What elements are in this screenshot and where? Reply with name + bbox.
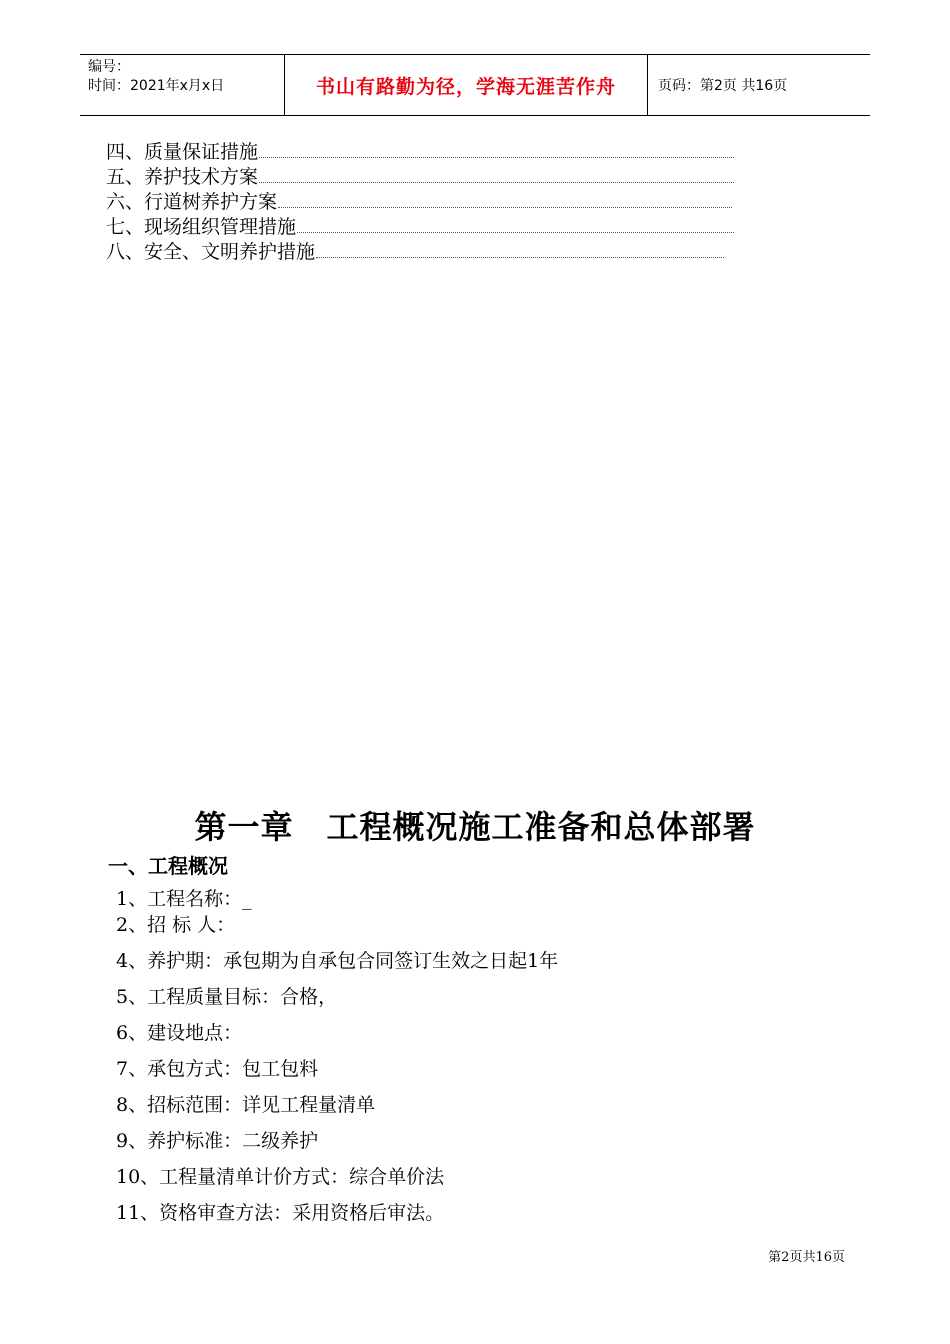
- list-item: 11、资格审查方法：采用资格后审法。: [116, 1202, 445, 1224]
- toc-entry-label: 七、现场组织管理措施: [106, 216, 297, 238]
- page-header: [80, 54, 870, 116]
- toc-leader-dots: [259, 182, 734, 183]
- table-of-contents: [106, 140, 736, 265]
- toc-entry-label: 五、养护技术方案: [106, 166, 259, 188]
- toc-entry-label: 六、行道树养护方案: [106, 191, 278, 213]
- list-item: 2、招 标 人：: [116, 914, 236, 936]
- toc-leader-dots: [259, 157, 734, 158]
- toc-leader-dots: [297, 232, 734, 233]
- list-item: 1、工程名称：_: [116, 888, 252, 910]
- toc-leader-dots: [316, 257, 724, 258]
- toc-entry[interactable]: [106, 240, 724, 265]
- section-title: 一、工程概况: [108, 854, 228, 878]
- list-item: 9、养护标准：二级养护: [116, 1130, 319, 1152]
- toc-entry-label: 八、安全、文明养护措施: [106, 241, 316, 263]
- toc-entry[interactable]: [106, 190, 732, 215]
- list-item: 10、工程量清单计价方式：综合单价法: [116, 1166, 445, 1188]
- list-item: 5、工程质量目标：合格，: [116, 986, 338, 1008]
- toc-entry[interactable]: [106, 215, 734, 240]
- list-item: 4、养护期：承包期为自承包合同签订生效之日起1年: [116, 950, 559, 972]
- toc-entry[interactable]: [106, 165, 734, 190]
- header-motto: 书山有路勤为径，学海无涯苦作舟: [284, 55, 648, 115]
- header-meta: [80, 55, 284, 115]
- list-item: 8、招标范围：详见工程量清单: [116, 1094, 376, 1116]
- toc-leader-dots: [278, 207, 732, 208]
- page-footer: 第2页共16页: [768, 1250, 845, 1265]
- document-number-label: 编号：: [88, 59, 130, 75]
- chapter-title: 第一章 工程概况施工准备和总体部署: [194, 808, 756, 846]
- list-item: 7、承包方式：包工包料: [116, 1058, 319, 1080]
- header-page-number: 页码：第2页 共16页: [658, 78, 788, 94]
- toc-entry[interactable]: [106, 140, 734, 165]
- list-item: 6、建设地点：: [116, 1022, 243, 1044]
- document-time-label: 时间：2021年x月x日: [88, 78, 225, 94]
- toc-entry-label: 四、质量保证措施: [106, 141, 259, 163]
